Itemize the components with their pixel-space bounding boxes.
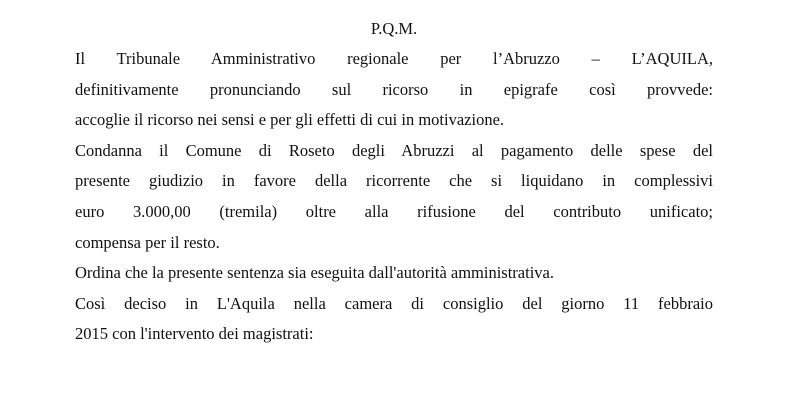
paragraph-decision	[75, 44, 713, 136]
paragraph-costs	[75, 136, 713, 258]
text-line: euro 3.000,00 (tremila) oltre alla rifusione del contributo unificato;	[75, 201, 713, 221]
document-page	[75, 14, 713, 350]
text-line: compensa per il resto.	[75, 232, 220, 252]
text-line: Ordina che la presente sentenza sia eseguita dall'autorità amministrativa.	[75, 263, 554, 283]
text-line: accoglie il ricorso nei sensi e per gli effetti di cui in motivazione.	[75, 110, 505, 130]
text-line: Così deciso in L'Aquila nella camera di consiglio del giorno 11 febbraio	[75, 293, 713, 313]
text-line: 2015 con l'intervento dei magistrati:	[75, 324, 314, 344]
text-line: presente giudizio in favore della ricorrente che si liquidano in complessivi	[75, 171, 713, 191]
text-line: Condanna il Comune di Roseto degli Abruzzi al pagamento delle spese del	[75, 140, 713, 160]
text-line: Il Tribunale Amministrativo regionale per l’Abruzzo – L’AQUILA,	[75, 49, 713, 68]
paragraph-execution-order	[75, 258, 713, 289]
heading-pqm: P.Q.M.	[370, 19, 418, 38]
text-line: definitivamente pronunciando sul ricorso in epigrafe così provvede:	[75, 79, 713, 99]
paragraph-deliberation	[75, 289, 713, 350]
